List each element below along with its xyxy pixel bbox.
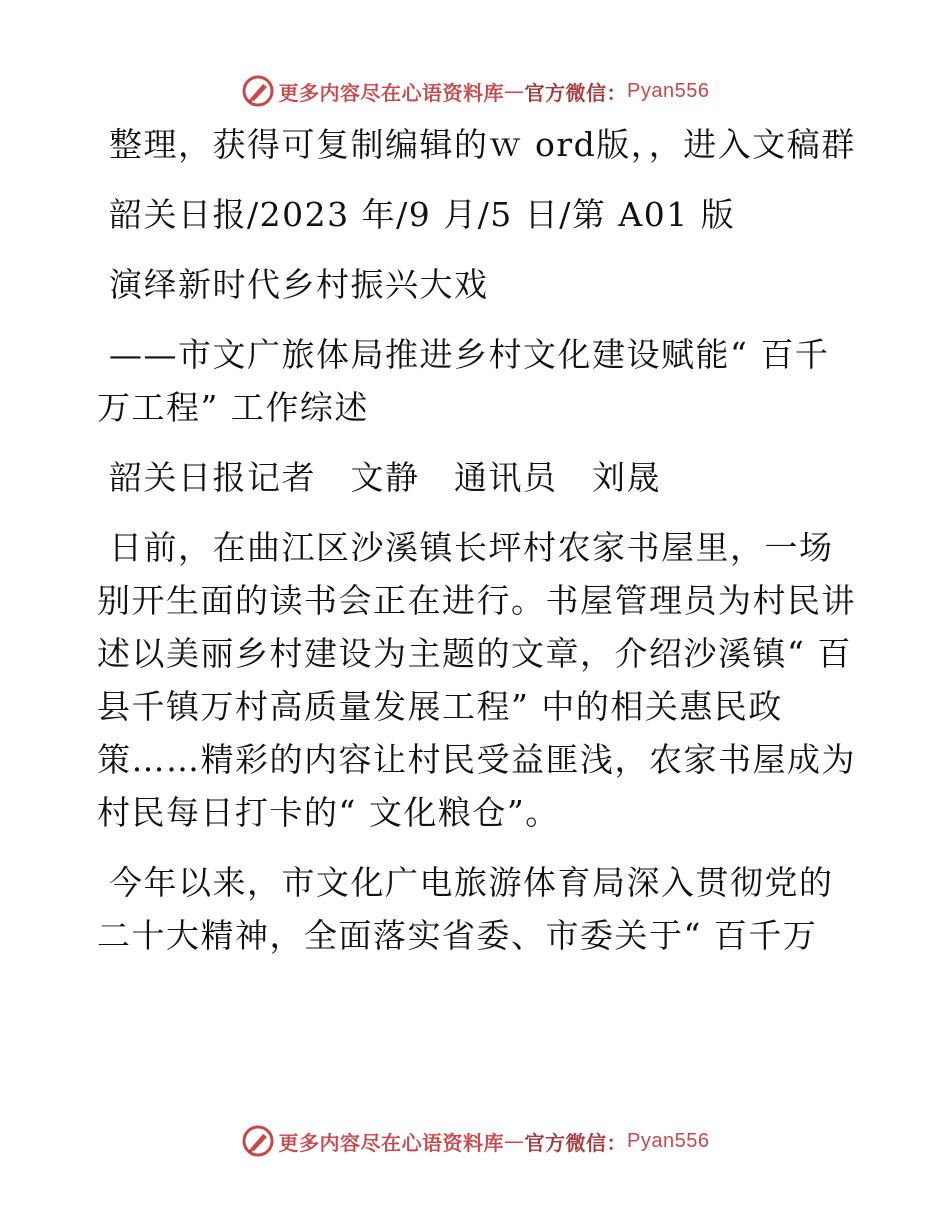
watermark-separator: — (504, 79, 525, 103)
article-title: 演绎新时代乡村振兴大戏 (109, 265, 489, 304)
watermark-main-text: 更多内容尽在心语资料库 (278, 1130, 505, 1155)
body-paragraph: 今年以来，市文化广电旅游体育局深入贯彻党的二十大精神，全面落实省委、市委关于“ 百千万 (97, 863, 834, 955)
body-paragraph: 日前，在曲江区沙溪镇长坪村农家书屋里，一场别开生面的读书会正在进行。书屋管理员为村民讲述以美丽乡村建设为主题的文章，介绍沙溪镇“ 百县千镇万村高质量发展工程” 中的相关惠民政策……精彩的内容让村民受益匪浅，农家书屋成为村民每日打卡的“ 文化粮仓”。 (97, 528, 856, 832)
watermark-wechat-id: Pyan556 (627, 79, 710, 102)
watermark-sub-text: 官方微信： (524, 1130, 628, 1155)
source-line: 韶关日报/2023 年/9 月/5 日/第 A01 版 (109, 195, 736, 234)
pen-logo-icon (241, 1124, 275, 1158)
byline: 韶关日报记者 文静 通讯员 刘晟 (109, 458, 661, 497)
intro-note: 整理，获得可复制编辑的ｗ ord版，，进入文稿群 (109, 125, 856, 164)
watermark-wechat-id: Pyan556 (627, 1129, 710, 1152)
watermark-sub-text: 官方微信： (524, 80, 628, 105)
watermark-main-text: 更多内容尽在心语资料库 (278, 80, 505, 105)
document-body (97, 118, 857, 979)
pen-logo-icon (241, 74, 275, 108)
watermark-separator: — (504, 1129, 525, 1153)
watermark-banner-bottom (0, 1121, 950, 1161)
article-subtitle: ——市文广旅体局推进乡村文化建设赋能“ 百千万工程” 工作综述 (97, 335, 830, 427)
watermark-banner-top (0, 71, 950, 111)
